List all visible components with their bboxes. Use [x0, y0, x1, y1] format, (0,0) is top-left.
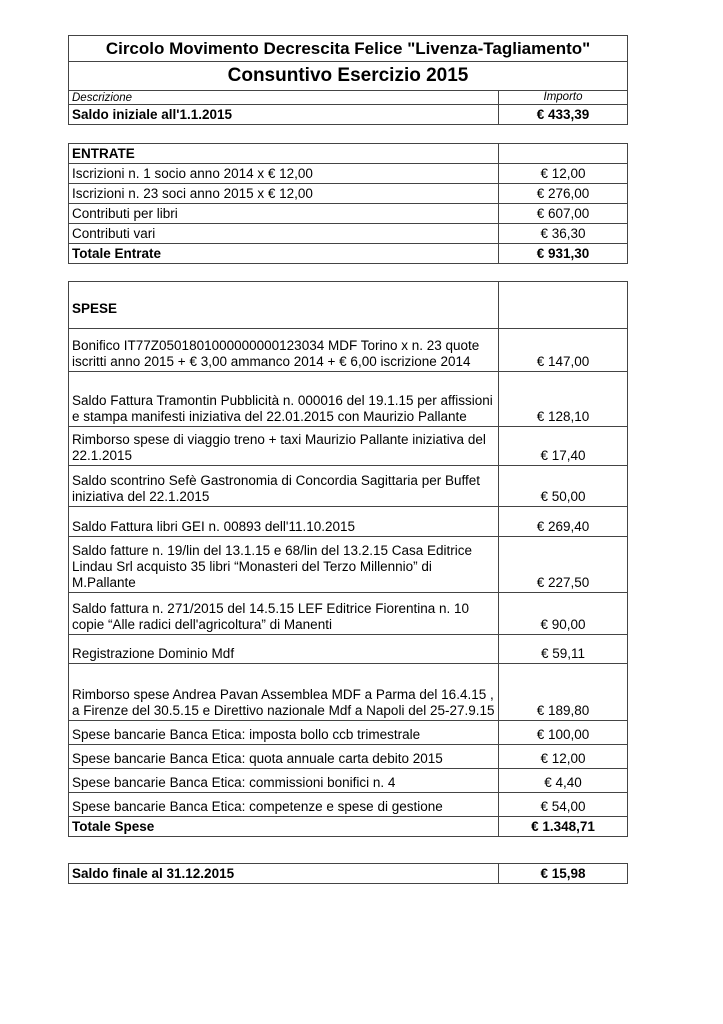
opening-balance-amount: € 433,39	[499, 105, 628, 125]
spese-item-amount: € 128,10	[499, 372, 628, 427]
closing-balance-amount: € 15,98	[499, 864, 628, 884]
table-row	[69, 164, 628, 184]
closing-balance-label: Saldo finale al 31.12.2015	[69, 864, 499, 884]
spese-item-amount: € 100,00	[499, 721, 628, 745]
entrate-item-desc: Iscrizioni n. 1 socio anno 2014 x € 12,00	[69, 164, 499, 184]
spese-item-amount: € 50,00	[499, 466, 628, 507]
spese-item-amount: € 269,40	[499, 507, 628, 537]
spese-item-desc: Bonifico IT77Z0501801000000000123034 MDF Torino x n. 23 quote iscritti anno 2015 + € 3,00 ammanco 2014 + € 6,00 iscrizione 2014	[69, 329, 499, 372]
entrate-item-desc: Iscrizioni n. 23 soci anno 2015 x € 12,00	[69, 184, 499, 204]
table-row	[69, 184, 628, 204]
table-row	[69, 427, 628, 466]
spese-item-desc: Spese bancarie Banca Etica: commissioni bonifici n. 4	[69, 769, 499, 793]
table-row	[69, 593, 628, 635]
spese-item-desc: Spese bancarie Banca Etica: imposta bollo ccb trimestrale	[69, 721, 499, 745]
table-row	[69, 769, 628, 793]
table-row	[69, 745, 628, 769]
organization-title: Circolo Movimento Decrescita Felice "Livenza-Tagliamento"	[69, 36, 628, 62]
spese-item-amount: € 90,00	[499, 593, 628, 635]
table-row	[69, 635, 628, 664]
spese-item-amount: € 4,40	[499, 769, 628, 793]
entrate-title-amount-cell	[499, 144, 628, 164]
table-row	[69, 507, 628, 537]
spese-item-amount: € 54,00	[499, 793, 628, 817]
spese-title-amount-cell	[499, 282, 628, 329]
spese-item-amount: € 17,40	[499, 427, 628, 466]
spese-item-desc: Saldo Fattura libri GEI n. 00893 dell'11.10.2015	[69, 507, 499, 537]
spese-total-amount: € 1.348,71	[499, 817, 628, 837]
spese-item-desc: Rimborso spese di viaggio treno + taxi Maurizio Pallante iniziativa del 22.1.2015	[69, 427, 499, 466]
table-row	[69, 372, 628, 427]
spese-item-amount: € 227,50	[499, 537, 628, 593]
entrate-item-desc: Contributi vari	[69, 224, 499, 244]
spese-item-desc: Rimborso spese Andrea Pavan Assemblea MDF a Parma del 16.4.15 , a Firenze del 30.5.15 e Direttivo nazionale Mdf a Napoli del 25-27.9.15	[69, 664, 499, 721]
spese-item-desc: Saldo Fattura Tramontin Pubblicità n. 000016 del 19.1.15 per affissioni e stampa manifesti iniziativa del 22.01.2015 con Maurizio Pallante	[69, 372, 499, 427]
table-row	[69, 204, 628, 224]
spese-item-amount: € 59,11	[499, 635, 628, 664]
entrate-total-label: Totale Entrate	[69, 244, 499, 264]
table-row	[69, 793, 628, 817]
entrate-table	[68, 143, 628, 264]
entrate-item-desc: Contributi per libri	[69, 204, 499, 224]
table-row	[69, 664, 628, 721]
header-table	[68, 35, 628, 125]
table-row	[69, 466, 628, 507]
spese-item-desc: Spese bancarie Banca Etica: quota annuale carta debito 2015	[69, 745, 499, 769]
spese-table	[68, 281, 628, 837]
entrate-item-amount: € 36,30	[499, 224, 628, 244]
table-row	[69, 721, 628, 745]
entrate-item-amount: € 12,00	[499, 164, 628, 184]
spese-item-desc: Saldo fattura n. 271/2015 del 14.5.15 LEF Editrice Fiorentina n. 10 copie “Alle radici dell'agricoltura” di Manenti	[69, 593, 499, 635]
spese-item-desc: Registrazione Dominio Mdf	[69, 635, 499, 664]
table-row	[69, 329, 628, 372]
column-header-description: Descrizione	[69, 91, 499, 105]
table-row	[69, 537, 628, 593]
spese-section-title: SPESE	[69, 282, 499, 329]
spese-item-desc: Saldo scontrino Sefè Gastronomia di Concordia Sagittaria per Buffet iniziativa del 22.1.2015	[69, 466, 499, 507]
spese-total-label: Totale Spese	[69, 817, 499, 837]
entrate-item-amount: € 276,00	[499, 184, 628, 204]
report-title: Consuntivo Esercizio 2015	[69, 62, 628, 91]
spese-item-amount: € 147,00	[499, 329, 628, 372]
entrate-section-title: ENTRATE	[69, 144, 499, 164]
table-row	[69, 224, 628, 244]
spese-item-desc: Saldo fatture n. 19/lin del 13.1.15 e 68/lin del 13.2.15 Casa Editrice Lindau Srl acquisto 35 libri “Monasteri del Terzo Millennio” di M.Pallante	[69, 537, 499, 593]
spese-item-amount: € 189,80	[499, 664, 628, 721]
entrate-item-amount: € 607,00	[499, 204, 628, 224]
entrate-total-amount: € 931,30	[499, 244, 628, 264]
spese-item-amount: € 12,00	[499, 745, 628, 769]
spese-item-desc: Spese bancarie Banca Etica: competenze e spese di gestione	[69, 793, 499, 817]
closing-table	[68, 863, 628, 884]
opening-balance-label: Saldo iniziale all'1.1.2015	[69, 105, 499, 125]
column-header-amount: Importo	[499, 91, 628, 105]
